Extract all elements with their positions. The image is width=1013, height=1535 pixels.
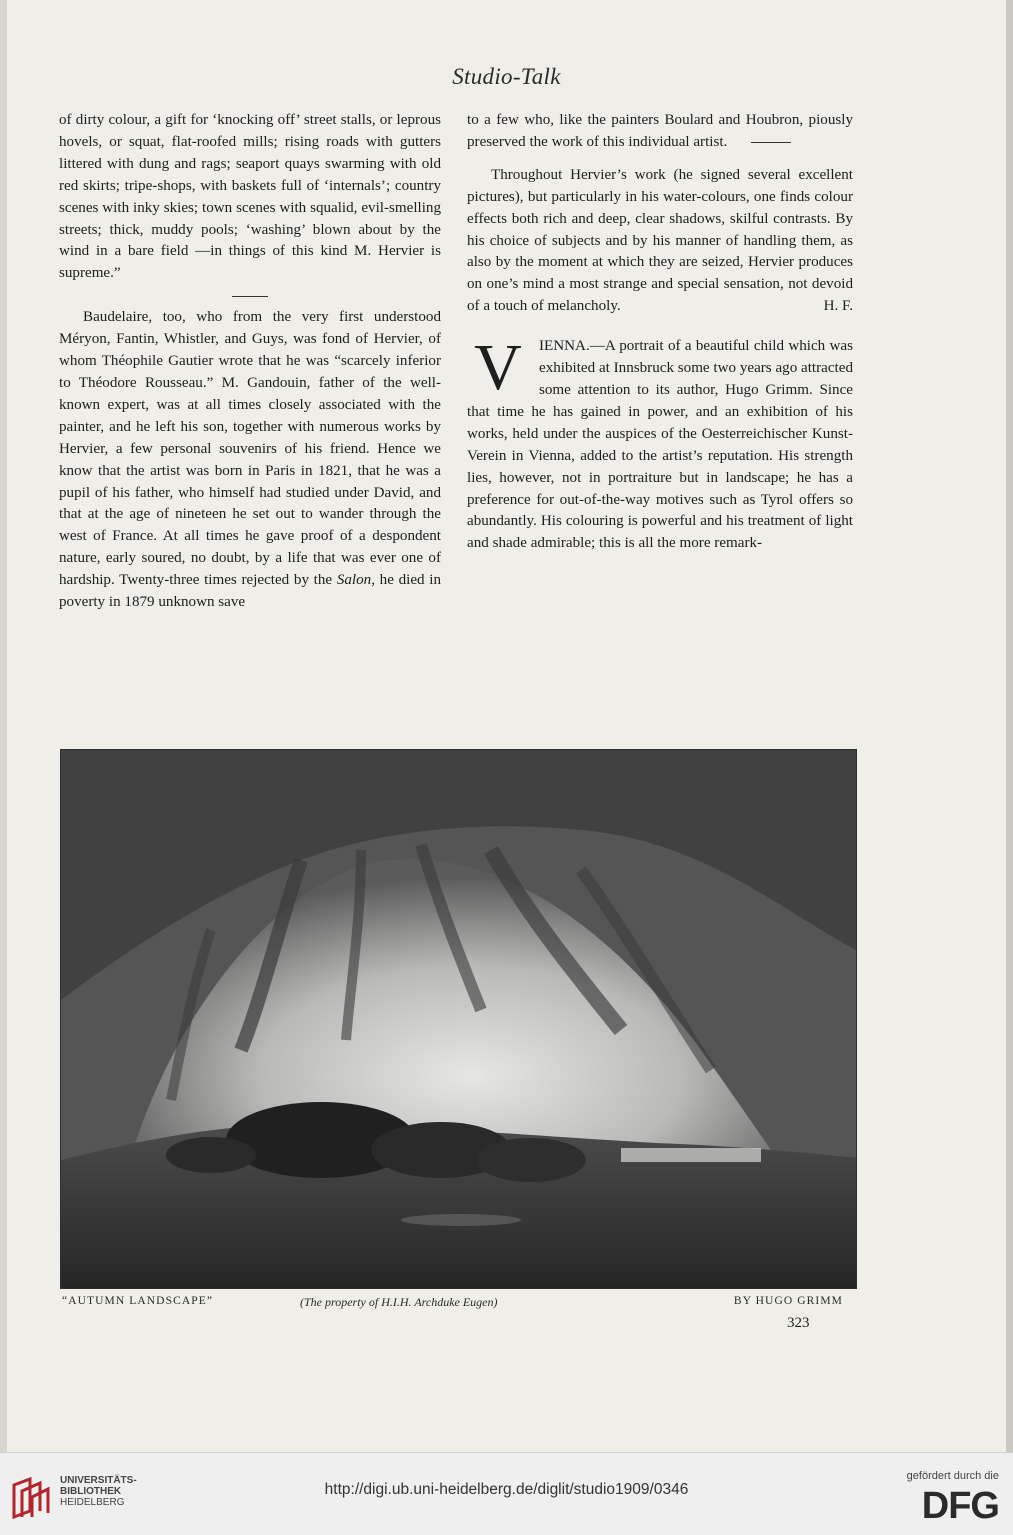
text-column-right xyxy=(467,110,853,555)
section-divider xyxy=(232,296,268,297)
section-divider-inline xyxy=(751,142,791,143)
page-edge-right xyxy=(1006,0,1013,1452)
text-column-left xyxy=(59,110,441,614)
funding-note: gefördert durch die xyxy=(906,1470,999,1482)
paragraph-boulard-houbron: to a few who, like the painters Boulard and Houbron, piously preserved the work of this individual artist. xyxy=(467,112,853,150)
author-signature: H. F. xyxy=(823,298,853,315)
dfg-logo: DFG xyxy=(921,1485,999,1527)
caption-title: “AUTUMN LANDSCAPE” xyxy=(62,1295,214,1307)
drop-cap-v: V xyxy=(474,331,522,405)
university-library-name: UNIVERSITÄTS- BIBLIOTHEK HEIDELBERG xyxy=(60,1475,137,1508)
caption-property: (The property of H.I.H. Archduke Eugen) xyxy=(300,1295,498,1309)
digitization-footer xyxy=(0,1452,1013,1535)
paragraph-vienna: V IENNA.—A portrait of a beautiful child which was exhibited at Innsbruck some two years ago attracted some attention to its author, Hugo Grimm. Since that time he has gained in power, and an exhibition of his works, held under the auspices of the Oesterreichischer Kunst-Verein in Vienna, added to the artist’s reputation. His strength lies, however, not in portraiture but in landscape; he has a preference for out-of-the-way motives such as Tyrol offers so abundantly. His colouring is powerful and his treatment of light and shade admirable; this is all the more remark- xyxy=(467,331,853,552)
paragraph-hervier-work: Throughout Hervier’s work (he signed several excellent pictures), but particularly in his water-colours, one finds colour effects both rich and deep, clear shadows, skilful contrasts. By his choice of subjects and by his manner of handling them, as also by the moment at which they are seized, Hervier produces on one’s mind a most strange and special sensation, not devoid of a touch of melancholy. H. F. xyxy=(467,165,853,318)
page-number: 323 xyxy=(787,1315,810,1331)
caption-artist: BY HUGO GRIMM xyxy=(733,1295,843,1307)
paragraph-hervier-quote: of dirty colour, a gift for ‘knocking off’ street stalls, or leprous hovels, or squat, flat-roofed mills; rising roads with gutters littered with dung and rags; seaport quays swarming with old red skirts; tripe-shops, with baskets full of ‘internals’; country scenes with inky skies; town scenes with squalid, evil-smelling streets; thick, muddy pools; ‘washing’ blown about by the wind in a bare field —in things of this kind M. Hervier is supreme.” xyxy=(59,112,441,282)
landscape-drawing xyxy=(61,750,856,1288)
paragraph-baudelaire: Baudelaire, too, who from the very first understood Méryon, Fantin, Whistler, and Guys, was fond of Hervier, of whom Théophile Gautier wrote that he was “scarcely inferior to Théodore Rousseau.” M. Gandouin, father of the well-known expert, was at all times closely associated with the painter, and he left his son, together with numerous works by Hervier, a few personal souvenirs of his friend. Hence we know that the artist was born in Paris in 1821, that he was a pupil of his father, who himself had studied under David, and that at the age of nineteen he set out to wander through the west of France. At all times he gave proof of a despondent nature, early soured, no doubt, by a life that was ever one of hardship. Twenty-three times rejected by the Salon, he died in poverty in 1879 unknown save xyxy=(59,309,441,611)
autumn-landscape-illustration xyxy=(60,749,857,1289)
running-header: Studio-Talk xyxy=(452,64,561,89)
permalink-url[interactable]: http://digi.ub.uni-heidelberg.de/diglit/studio1909/0346 xyxy=(324,1481,689,1498)
page-edge-left xyxy=(0,0,7,1452)
